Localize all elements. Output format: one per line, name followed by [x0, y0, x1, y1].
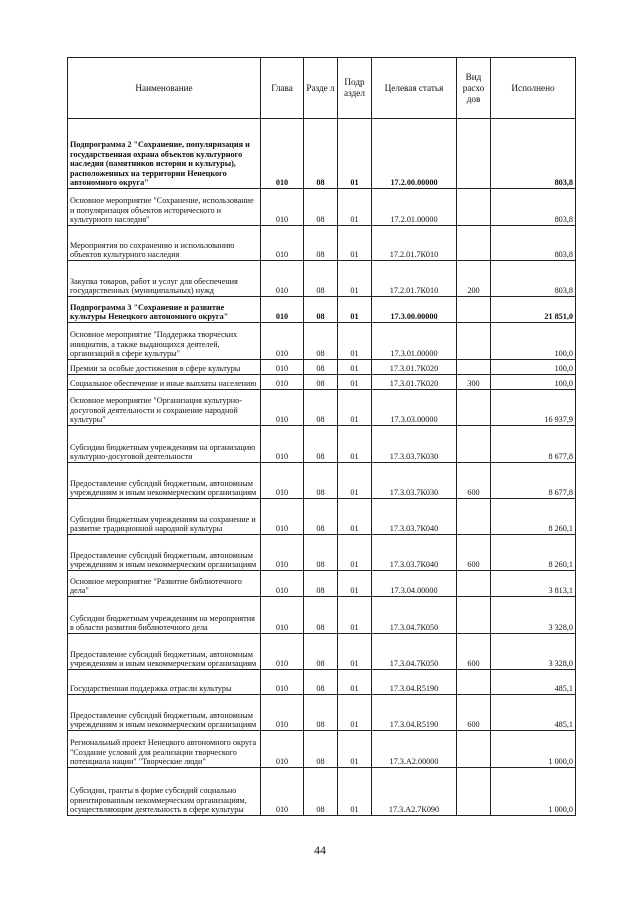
row-statya-cell: 17.3.04.R5190	[372, 695, 457, 731]
row-razdel-cell: 08	[304, 463, 338, 499]
table-row	[68, 323, 576, 360]
row-name-cell: Основное мероприятие "Развитие библиотечного дела"	[68, 571, 261, 597]
row-razdel-cell: 08	[304, 390, 338, 426]
row-glava-cell: 010	[261, 597, 304, 634]
row-name-cell: Подпрограмма 3 "Сохранение и развитие культуры Ненецкого автономного округа"	[68, 297, 261, 323]
row-name-cell: Государственная поддержка отрасли культуры	[68, 670, 261, 695]
row-podrazdel-cell: 01	[338, 297, 372, 323]
row-value-cell: 3 328,0	[491, 634, 576, 670]
budget-table	[67, 57, 576, 816]
row-statya-cell: 17.3.03.7К040	[372, 499, 457, 535]
row-name-cell: Предоставление субсидий бюджетным, автономным учреждениям и иным некоммерческим организациям	[68, 634, 261, 670]
row-statya-cell: 17.3.03.7К030	[372, 463, 457, 499]
row-podrazdel-cell: 01	[338, 426, 372, 463]
row-statya-cell: 17.3.А2.00000	[372, 731, 457, 768]
table-row	[68, 695, 576, 731]
row-statya-cell: 17.3.04.R5190	[372, 670, 457, 695]
row-glava-cell: 010	[261, 390, 304, 426]
row-razdel-cell: 08	[304, 571, 338, 597]
row-razdel-cell: 08	[304, 375, 338, 390]
row-podrazdel-cell: 01	[338, 731, 372, 768]
row-razdel-cell: 08	[304, 535, 338, 571]
row-razdel-cell: 08	[304, 426, 338, 463]
row-podrazdel-cell: 01	[338, 390, 372, 426]
row-statya-cell: 17.3.03.7К040	[372, 535, 457, 571]
row-podrazdel-cell: 01	[338, 375, 372, 390]
table-body	[68, 119, 576, 816]
page-number: 44	[314, 843, 326, 857]
row-vid-cell	[457, 226, 491, 261]
row-glava-cell: 010	[261, 731, 304, 768]
row-glava-cell: 010	[261, 499, 304, 535]
row-glava-cell: 010	[261, 535, 304, 571]
row-glava-cell: 010	[261, 426, 304, 463]
row-value-cell: 485,1	[491, 695, 576, 731]
row-value-cell: 16 937,9	[491, 390, 576, 426]
row-podrazdel-cell: 01	[338, 261, 372, 297]
row-glava-cell: 010	[261, 323, 304, 360]
row-value-cell: 803,8	[491, 189, 576, 226]
row-glava-cell: 010	[261, 226, 304, 261]
row-razdel-cell: 08	[304, 634, 338, 670]
row-razdel-cell: 08	[304, 360, 338, 375]
table-row	[68, 226, 576, 261]
table-row	[68, 360, 576, 375]
row-statya-cell: 17.2.01.7К010	[372, 261, 457, 297]
row-name-cell: Предоставление субсидий бюджетным, автономным учреждениям и иным некоммерческим организациям	[68, 535, 261, 571]
table-row	[68, 768, 576, 816]
row-glava-cell: 010	[261, 375, 304, 390]
row-statya-cell: 17.3.00.00000	[372, 297, 457, 323]
row-vid-cell: 600	[457, 463, 491, 499]
row-statya-cell: 17.3.04.7К050	[372, 597, 457, 634]
row-glava-cell: 010	[261, 670, 304, 695]
header-vid: Вид расхо дов	[457, 58, 491, 119]
row-podrazdel-cell: 01	[338, 226, 372, 261]
table-row	[68, 597, 576, 634]
row-razdel-cell: 08	[304, 499, 338, 535]
row-podrazdel-cell: 01	[338, 463, 372, 499]
row-name-cell: Основное мероприятие "Поддержка творческих инициатив, а также выдающихся деятелей, организаций в сфере культуры"	[68, 323, 261, 360]
row-value-cell: 8 677,8	[491, 426, 576, 463]
row-vid-cell: 300	[457, 375, 491, 390]
row-vid-cell	[457, 323, 491, 360]
row-name-cell: Предоставление субсидий бюджетным, автономным учреждениям и иным некоммерческим организациям	[68, 695, 261, 731]
row-name-cell: Подпрограмма 2 "Сохранение, популяризация и государственная охрана объектов культурного наследия (памятников истории и культуры), расположенных на территории Ненецкого автономного округа"	[68, 119, 261, 189]
row-razdel-cell: 08	[304, 323, 338, 360]
row-value-cell: 21 851,0	[491, 297, 576, 323]
table-row	[68, 119, 576, 189]
row-name-cell: Закупка товаров, работ и услуг для обеспечения государственных (муниципальных) нужд	[68, 261, 261, 297]
row-vid-cell	[457, 360, 491, 375]
row-podrazdel-cell: 01	[338, 535, 372, 571]
row-value-cell: 3 328,0	[491, 597, 576, 634]
row-podrazdel-cell: 01	[338, 119, 372, 189]
row-glava-cell: 010	[261, 695, 304, 731]
row-statya-cell: 17.3.01.7К020	[372, 375, 457, 390]
table-row	[68, 261, 576, 297]
table-row	[68, 731, 576, 768]
row-vid-cell: 600	[457, 695, 491, 731]
row-value-cell: 1 000,0	[491, 731, 576, 768]
row-glava-cell: 010	[261, 261, 304, 297]
table-row	[68, 463, 576, 499]
row-value-cell: 8 260,1	[491, 535, 576, 571]
row-statya-cell: 17.3.03.7К030	[372, 426, 457, 463]
table-row	[68, 535, 576, 571]
row-statya-cell: 17.2.01.00000	[372, 189, 457, 226]
table-row	[68, 297, 576, 323]
row-podrazdel-cell: 01	[338, 597, 372, 634]
header-statya: Целевая статья	[372, 58, 457, 119]
header-podrazdel: Подр аздел	[338, 58, 372, 119]
table-row	[68, 375, 576, 390]
header-razdel: Разде л	[304, 58, 338, 119]
header-name: Наименование	[68, 58, 261, 119]
row-glava-cell: 010	[261, 571, 304, 597]
table-row	[68, 499, 576, 535]
table-row	[68, 670, 576, 695]
row-glava-cell: 010	[261, 463, 304, 499]
header-ispolneno: Исполнено	[491, 58, 576, 119]
row-value-cell: 100,0	[491, 323, 576, 360]
table-row	[68, 390, 576, 426]
row-razdel-cell: 08	[304, 189, 338, 226]
table-row	[68, 571, 576, 597]
row-statya-cell: 17.3.01.00000	[372, 323, 457, 360]
row-glava-cell: 010	[261, 634, 304, 670]
row-value-cell: 8 260,1	[491, 499, 576, 535]
row-statya-cell: 17.3.01.7К020	[372, 360, 457, 375]
row-value-cell: 1 000,0	[491, 768, 576, 816]
row-name-cell: Основное мероприятие "Организация культурно-досуговой деятельности и сохранение народной культуры"	[68, 390, 261, 426]
row-vid-cell	[457, 390, 491, 426]
row-value-cell: 8 677,8	[491, 463, 576, 499]
row-razdel-cell: 08	[304, 226, 338, 261]
row-glava-cell: 010	[261, 119, 304, 189]
row-value-cell: 100,0	[491, 375, 576, 390]
row-statya-cell: 17.3.04.7К050	[372, 634, 457, 670]
row-vid-cell: 600	[457, 634, 491, 670]
row-value-cell: 485,1	[491, 670, 576, 695]
row-vid-cell	[457, 670, 491, 695]
row-glava-cell: 010	[261, 360, 304, 375]
row-vid-cell	[457, 426, 491, 463]
row-name-cell: Премии за особые достижения в сфере культуры	[68, 360, 261, 375]
row-glava-cell: 010	[261, 297, 304, 323]
row-vid-cell: 600	[457, 535, 491, 571]
row-vid-cell	[457, 597, 491, 634]
row-podrazdel-cell: 01	[338, 360, 372, 375]
row-vid-cell	[457, 499, 491, 535]
row-podrazdel-cell: 01	[338, 695, 372, 731]
row-vid-cell	[457, 731, 491, 768]
row-vid-cell	[457, 571, 491, 597]
row-razdel-cell: 08	[304, 261, 338, 297]
row-podrazdel-cell: 01	[338, 323, 372, 360]
row-vid-cell	[457, 768, 491, 816]
row-name-cell: Субсидии бюджетным учреждениям на организацию культурно-досуговой деятельности	[68, 426, 261, 463]
row-podrazdel-cell: 01	[338, 670, 372, 695]
row-statya-cell: 17.2.01.7К010	[372, 226, 457, 261]
row-podrazdel-cell: 01	[338, 571, 372, 597]
row-value-cell: 3 813,1	[491, 571, 576, 597]
row-glava-cell: 010	[261, 768, 304, 816]
row-podrazdel-cell: 01	[338, 499, 372, 535]
header-row	[68, 58, 576, 119]
row-name-cell: Мероприятия по сохранению и использованию объектов культурного наследия	[68, 226, 261, 261]
row-razdel-cell: 08	[304, 597, 338, 634]
row-name-cell: Предоставление субсидий бюджетным, автономным учреждениям и иным некоммерческим организациям	[68, 463, 261, 499]
row-razdel-cell: 08	[304, 731, 338, 768]
row-value-cell: 803,8	[491, 119, 576, 189]
row-name-cell: Субсидии, гранты в форме субсидий социально ориентированным некоммерческим организациям, осуществляющим деятельность в сфере культуры	[68, 768, 261, 816]
row-name-cell: Социальное обеспечение и иные выплаты населению	[68, 375, 261, 390]
row-statya-cell: 17.3.04.00000	[372, 571, 457, 597]
row-razdel-cell: 08	[304, 695, 338, 731]
row-razdel-cell: 08	[304, 297, 338, 323]
table-row	[68, 634, 576, 670]
row-name-cell: Субсидии бюджетным учреждениям на сохранение и развитие традиционной народной культуры	[68, 499, 261, 535]
row-razdel-cell: 08	[304, 670, 338, 695]
row-razdel-cell: 08	[304, 768, 338, 816]
row-statya-cell: 17.2.00.00000	[372, 119, 457, 189]
row-statya-cell: 17.3.А2.7К090	[372, 768, 457, 816]
row-glava-cell: 010	[261, 189, 304, 226]
row-name-cell: Основное мероприятие "Сохранение, использование и популяризация объектов исторического и культурного наследия"	[68, 189, 261, 226]
row-podrazdel-cell: 01	[338, 768, 372, 816]
table-row	[68, 426, 576, 463]
row-podrazdel-cell: 01	[338, 189, 372, 226]
row-vid-cell	[457, 189, 491, 226]
row-razdel-cell: 08	[304, 119, 338, 189]
row-value-cell: 100,0	[491, 360, 576, 375]
row-name-cell: Региональный проект Ненецкого автономного округа "Создание условий для реализации творческого потенциала нации" "Творческие люди"	[68, 731, 261, 768]
row-vid-cell	[457, 297, 491, 323]
row-value-cell: 803,8	[491, 261, 576, 297]
table-row	[68, 189, 576, 226]
row-vid-cell	[457, 119, 491, 189]
row-podrazdel-cell: 01	[338, 634, 372, 670]
header-glava: Глава	[261, 58, 304, 119]
row-name-cell: Субсидии бюджетным учреждениям на мероприятия в области развития библиотечного дела	[68, 597, 261, 634]
row-value-cell: 803,8	[491, 226, 576, 261]
row-vid-cell: 200	[457, 261, 491, 297]
row-statya-cell: 17.3.03.00000	[372, 390, 457, 426]
